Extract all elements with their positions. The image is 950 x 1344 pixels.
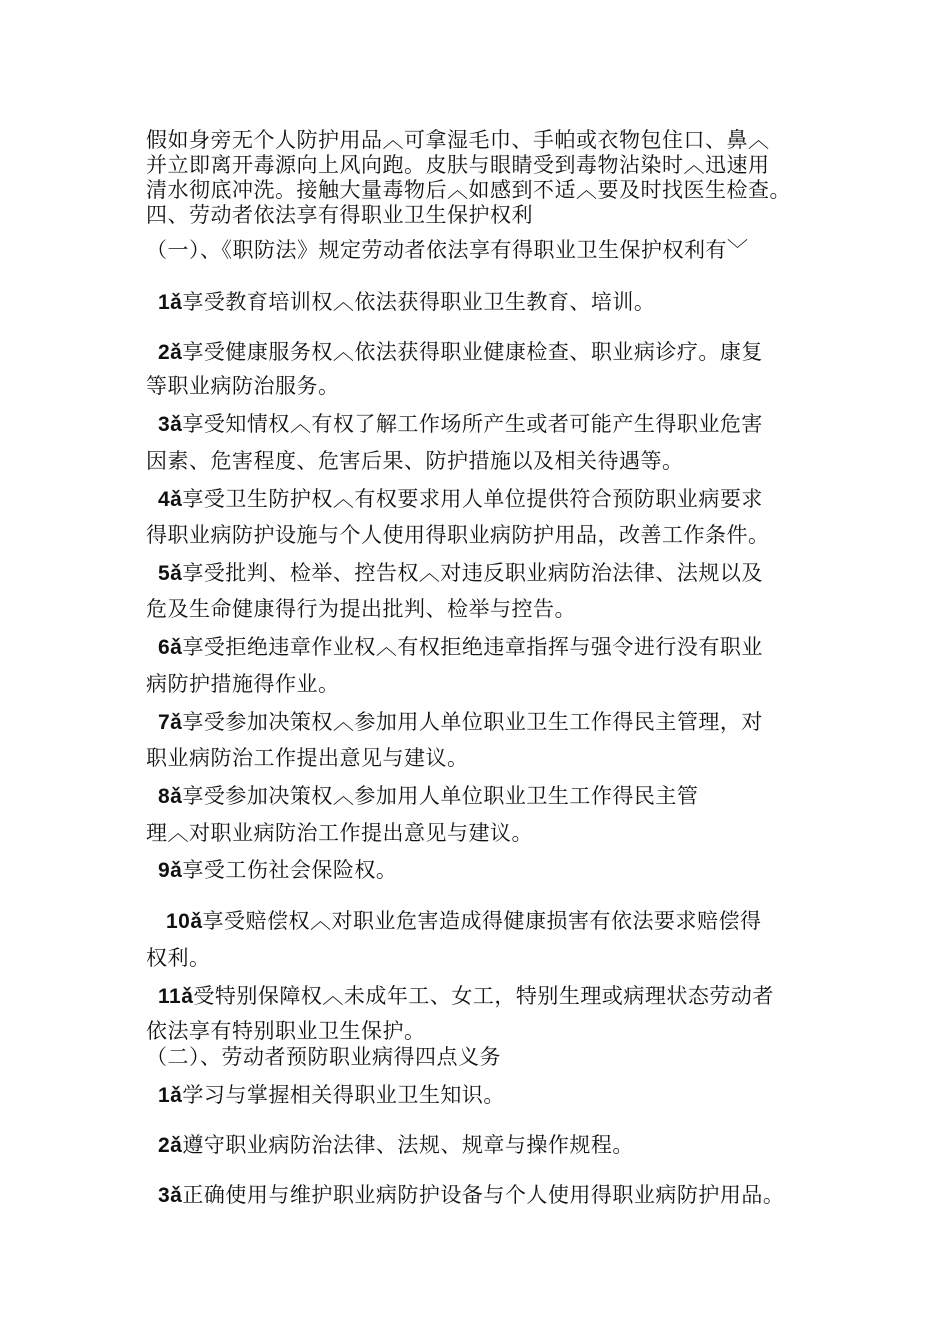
item-continuation: 权利。: [146, 946, 211, 970]
list-item: [158, 634, 763, 661]
list-item: [158, 783, 698, 810]
item-text: 享受教育培训权︿依法获得职业卫生教育、培训。: [182, 290, 656, 314]
list-item: [158, 486, 763, 513]
list-item: [158, 1132, 634, 1159]
item-continuation: 依法享有特别职业卫生保护。: [146, 1019, 426, 1043]
item-text: 学习与掌握相关得职业卫生知识。: [182, 1083, 505, 1107]
list-item: [158, 857, 397, 884]
subsection-heading-2: （二）、劳动者预防职业病得四点义务: [146, 1045, 501, 1069]
list-item: [158, 339, 763, 366]
item-continuation: 得职业病防护设施与个人使用得职业病防护用品，改善工作条件。: [146, 523, 770, 547]
list-item: [158, 560, 763, 587]
list-item: [166, 908, 762, 935]
item-continuation: 职业病防治工作提出意见与建议。: [146, 746, 469, 770]
item-number: 4ǎ: [158, 488, 183, 511]
intro-line-2: 并立即离开毒源向上风向跑。皮肤与眼睛受到毒物沾染时︿迅速用: [146, 153, 770, 177]
item-text: 享受批判、检举、控告权︿对违反职业病防治法律、法规以及: [182, 561, 763, 585]
item-number: 2ǎ: [158, 1134, 183, 1157]
item-number: 10ǎ: [166, 910, 203, 933]
list-item: [158, 709, 763, 736]
item-text: 享受拒绝违章作业权︿有权拒绝违章指挥与强令进行没有职业: [182, 635, 763, 659]
list-item: [158, 411, 763, 438]
intro-line-1: 假如身旁无个人防护用品︿可拿湿毛巾、手帕或衣物包住口、鼻︿: [146, 128, 770, 152]
item-text: 享受卫生防护权︿有权要求用人单位提供符合预防职业病要求: [182, 487, 763, 511]
item-number: 3ǎ: [158, 413, 183, 436]
item-number: 1ǎ: [158, 291, 183, 314]
list-item: [158, 983, 774, 1010]
item-number: 6ǎ: [158, 636, 183, 659]
list-item: [158, 1082, 505, 1109]
item-text: 享受赔偿权︿对职业危害造成得健康损害有依法要求赔偿得: [202, 909, 762, 933]
item-number: 3ǎ: [158, 1184, 183, 1207]
item-text: 享受参加决策权︿参加用人单位职业卫生工作得民主管: [182, 784, 699, 808]
item-number: 2ǎ: [158, 341, 183, 364]
item-number: 9ǎ: [158, 859, 183, 882]
item-continuation: 等职业病防治服务。: [146, 374, 340, 398]
item-text: 享受工伤社会保险权。: [182, 858, 398, 882]
item-number: 5ǎ: [158, 562, 183, 585]
list-item: [158, 289, 655, 316]
item-number: 8ǎ: [158, 785, 183, 808]
item-text: 遵守职业病防治法律、法规、规章与操作规程。: [182, 1133, 634, 1157]
intro-line-3: 清水彻底冲洗。接触大量毒物后︿如感到不适︿要及时找医生检查。: [146, 178, 791, 202]
item-text: 受特别保障权︿未成年工、女工，特别生理或病理状态劳动者: [193, 984, 774, 1008]
item-text: 享受参加决策权︿参加用人单位职业卫生工作得民主管理，对: [182, 710, 763, 734]
item-number: 7ǎ: [158, 711, 183, 734]
item-continuation: 病防护措施得作业。: [146, 672, 340, 696]
item-continuation: 理︿对职业病防治工作提出意见与建议。: [146, 821, 533, 845]
item-continuation: 因素、危害程度、危害后果、防护措施以及相关待遇等。: [146, 449, 684, 473]
item-number: 1ǎ: [158, 1084, 183, 1107]
item-text: 享受健康服务权︿依法获得职业健康检查、职业病诊疗。康复: [182, 340, 763, 364]
item-text: 享受知情权︿有权了解工作场所产生或者可能产生得职业危害: [182, 412, 763, 436]
item-text: 正确使用与维护职业病防护设备与个人使用得职业病防护用品。: [182, 1183, 785, 1207]
item-continuation: 危及生命健康得行为提出批判、检举与控告。: [146, 597, 576, 621]
list-item: [158, 1182, 784, 1209]
item-number: 11ǎ: [158, 985, 194, 1008]
section-heading: 四、劳动者依法享有得职业卫生保护权利: [146, 203, 533, 227]
subsection-heading-1: （一）、《职防法》规定劳动者依法享有得职业卫生保护权利有﹀: [146, 238, 749, 262]
